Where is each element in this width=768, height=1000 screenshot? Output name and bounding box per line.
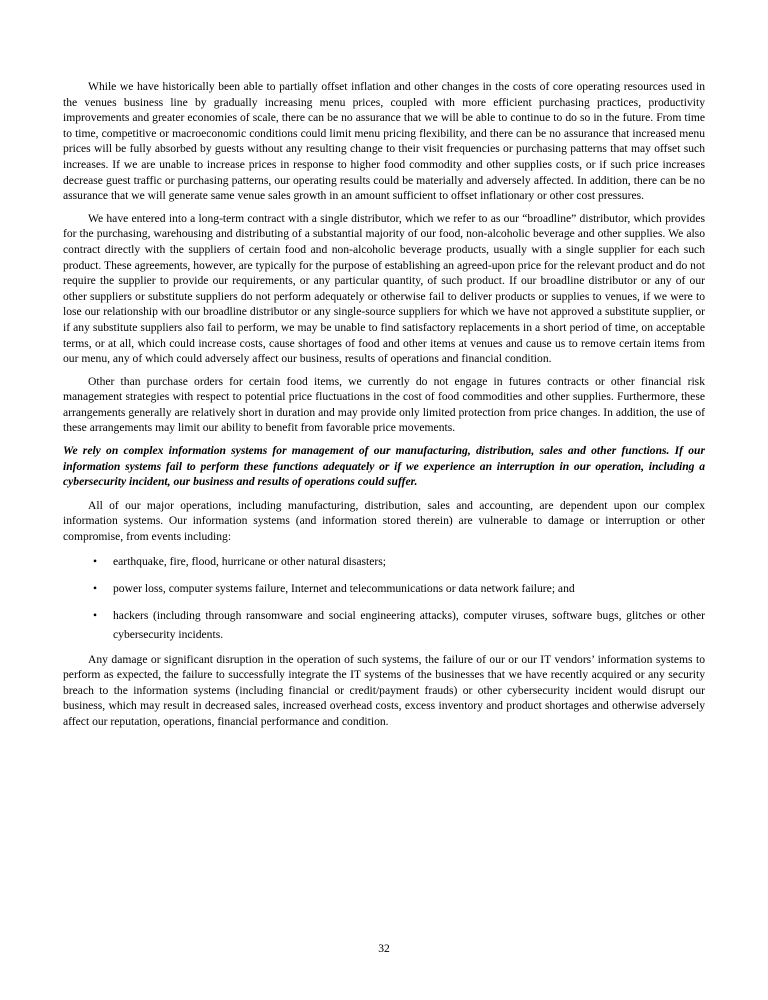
bullet-item-natural-disasters [63,552,705,571]
bullet-text: earthquake, fire, flood, hurricane or other natural disasters; [113,554,386,568]
bullet-item-hackers [63,606,705,644]
paragraph-broadline-distributor: We have entered into a long-term contract with a single distributor, which we refer to as our “broadline” distributor, which provides for the purchasing, warehousing and distributing of a substantial majority of our food, non-alcoholic beverage and other supplies. We also contract directly with the suppliers of certain food and non-alcoholic beverage products, usually with a single supplier for each such product. These agreements, however, are typically for the purpose of establishing an agreed-upon price for the relevant product and do not require the supplier to provide our requirements, or any particular quantity, of such product. If our broadline distributor or any of our other suppliers or substitute suppliers do not perform adequately or otherwise fail to deliver products or supplies to venues, if we were to lose our relationship with our broadline distributor or any single-source suppliers for which we have not approved a substitute supplier, or if any substitute suppliers also fail to perform, we may be unable to find satisfactory replacements in a short period of time, on acceptable terms, or at all, which could increase costs, cause shortages of food and other items at venues and cause us to remove certain items from our menu, any of which could adversely affect our business, results of operations and financial condition. [63,211,705,366]
bullet-list [63,552,705,644]
paragraph-inflation-offset: While we have historically been able to partially offset inflation and other changes in the costs of core operating resources used in the venues business line by gradually increasing menu prices, coupled with more efficient purchasing practices, productivity improvements and greater economies of scale, there can be no assurance that we will be able to continue to do so in the future. From time to time, competitive or macroeconomic conditions could limit menu pricing flexibility, and there can be no assurance that increased menu prices will be fully absorbed by guests without any resulting change to their visit frequencies or purchasing patterns that may offset such increases. If we are unable to increase prices in response to higher food commodity and other supplies costs, or if such price increases decrease guest traffic or purchasing patterns, our operating results could be materially and adversely affected. In addition, there can be no assurance that we will generate same venue sales growth in an amount sufficient to offset inflationary or other cost pressures. [63,80,705,203]
bullet-icon: • [93,608,98,622]
bullet-text: power loss, computer systems failure, Internet and telecommunications or data network failure; and [113,581,575,595]
paragraph-futures-contracts: Other than purchase orders for certain food items, we currently do not engage in futures contracts or other financial risk management strategies with respect to potential price fluctuations in the cost of food commodities and other supplies. Furthermore, these arrangements generally are relatively short in duration and may provide only limited protection from price changes. In addition, the use of these arrangements may limit our ability to benefit from favorable price movements. [63,374,705,435]
page-number: 32 [378,942,390,955]
bullet-text: hackers (including through ransomware and social engineering attacks), computer viruses, software bugs, glitches or other cybersecurity incidents. [113,608,705,641]
paragraph-major-operations: All of our major operations, including manufacturing, distribution, sales and accounting, are dependent upon our complex information systems. Our information systems (and information stored therein) are vulnerable to damage or interruption or other compromise, from events including: [63,498,705,544]
risk-heading-information-systems: We rely on complex information systems for management of our manufacturing, distribution, sales and other functions. If our information systems fail to perform these functions adequately or if we experience an interruption in our operation, including a cybersecurity incident, our business and results of operations could suffer. [63,444,705,489]
bullet-icon: • [93,581,98,595]
paragraph-system-disruption: Any damage or significant disruption in the operation of such systems, the failure of our or our IT vendors’ information systems to perform as expected, the failure to successfully integrate the IT systems of the businesses that we have recently acquired or any security breach to the information systems (including financial or credit/payment frauds) or other cybersecurity incident would disrupt our business, which may result in decreased sales, increased overhead costs, excess inventory and product shortages and otherwise adversely affect our reputation, operations, financial performance and condition. [63,652,705,728]
bullet-icon: • [93,554,98,568]
page-content [63,79,705,737]
bullet-item-power-loss [63,579,705,598]
